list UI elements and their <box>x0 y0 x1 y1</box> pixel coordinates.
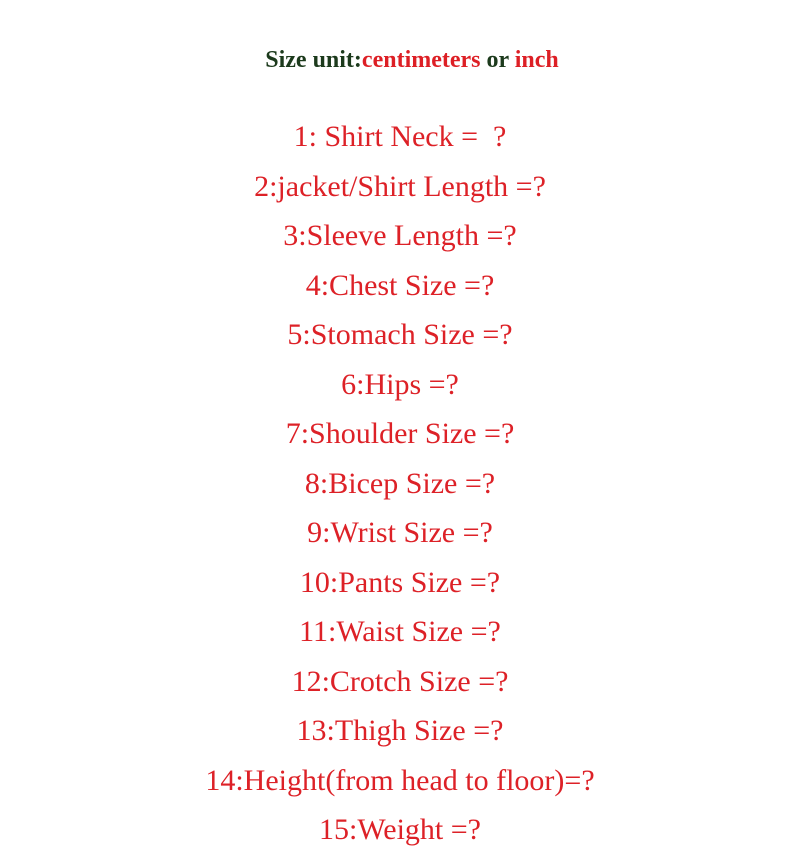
unit-centimeters: centimeters <box>361 47 481 73</box>
measure-line-height: 14:Height(from head to floor)=? <box>205 763 595 797</box>
measure-line-wrist-size: 9:Wrist Size =? <box>307 516 493 549</box>
measure-line-crotch-size: 12:Crotch Size =? <box>291 664 509 698</box>
measure-line-bicep-size: 8:Bicep Size =? <box>304 466 496 500</box>
measure-line-chest-size: 4:Chest Size =? <box>305 268 495 302</box>
measure-line-shoulder-size: 7:Shoulder Size =? <box>285 417 515 450</box>
measure-line-weight: 15:Weight =? <box>319 813 481 846</box>
size-unit-label: Size unit: <box>265 47 362 73</box>
size-unit-title <box>0 12 800 108</box>
measure-line-stomach-size: 5:Stomach Size =? <box>287 318 513 351</box>
measure-line-shirt-neck: 1: Shirt Neck = ? <box>293 120 507 153</box>
measurement-list <box>0 112 800 855</box>
measure-line-thigh-size: 13:Thigh Size =? <box>296 714 504 747</box>
measure-line-jacket-shirt-length: 2:jacket/Shirt Length =? <box>254 169 546 203</box>
measure-line-pants-size: 10:Pants Size =? <box>299 565 501 599</box>
measure-line-sleeve-length: 3:Sleeve Length =? <box>283 219 517 252</box>
unit-inch: inch <box>514 47 559 73</box>
measure-line-waist-size: 11:Waist Size =? <box>299 615 501 648</box>
unit-or-text: or <box>480 47 515 73</box>
measure-line-hips: 6:Hips =? <box>341 367 459 401</box>
